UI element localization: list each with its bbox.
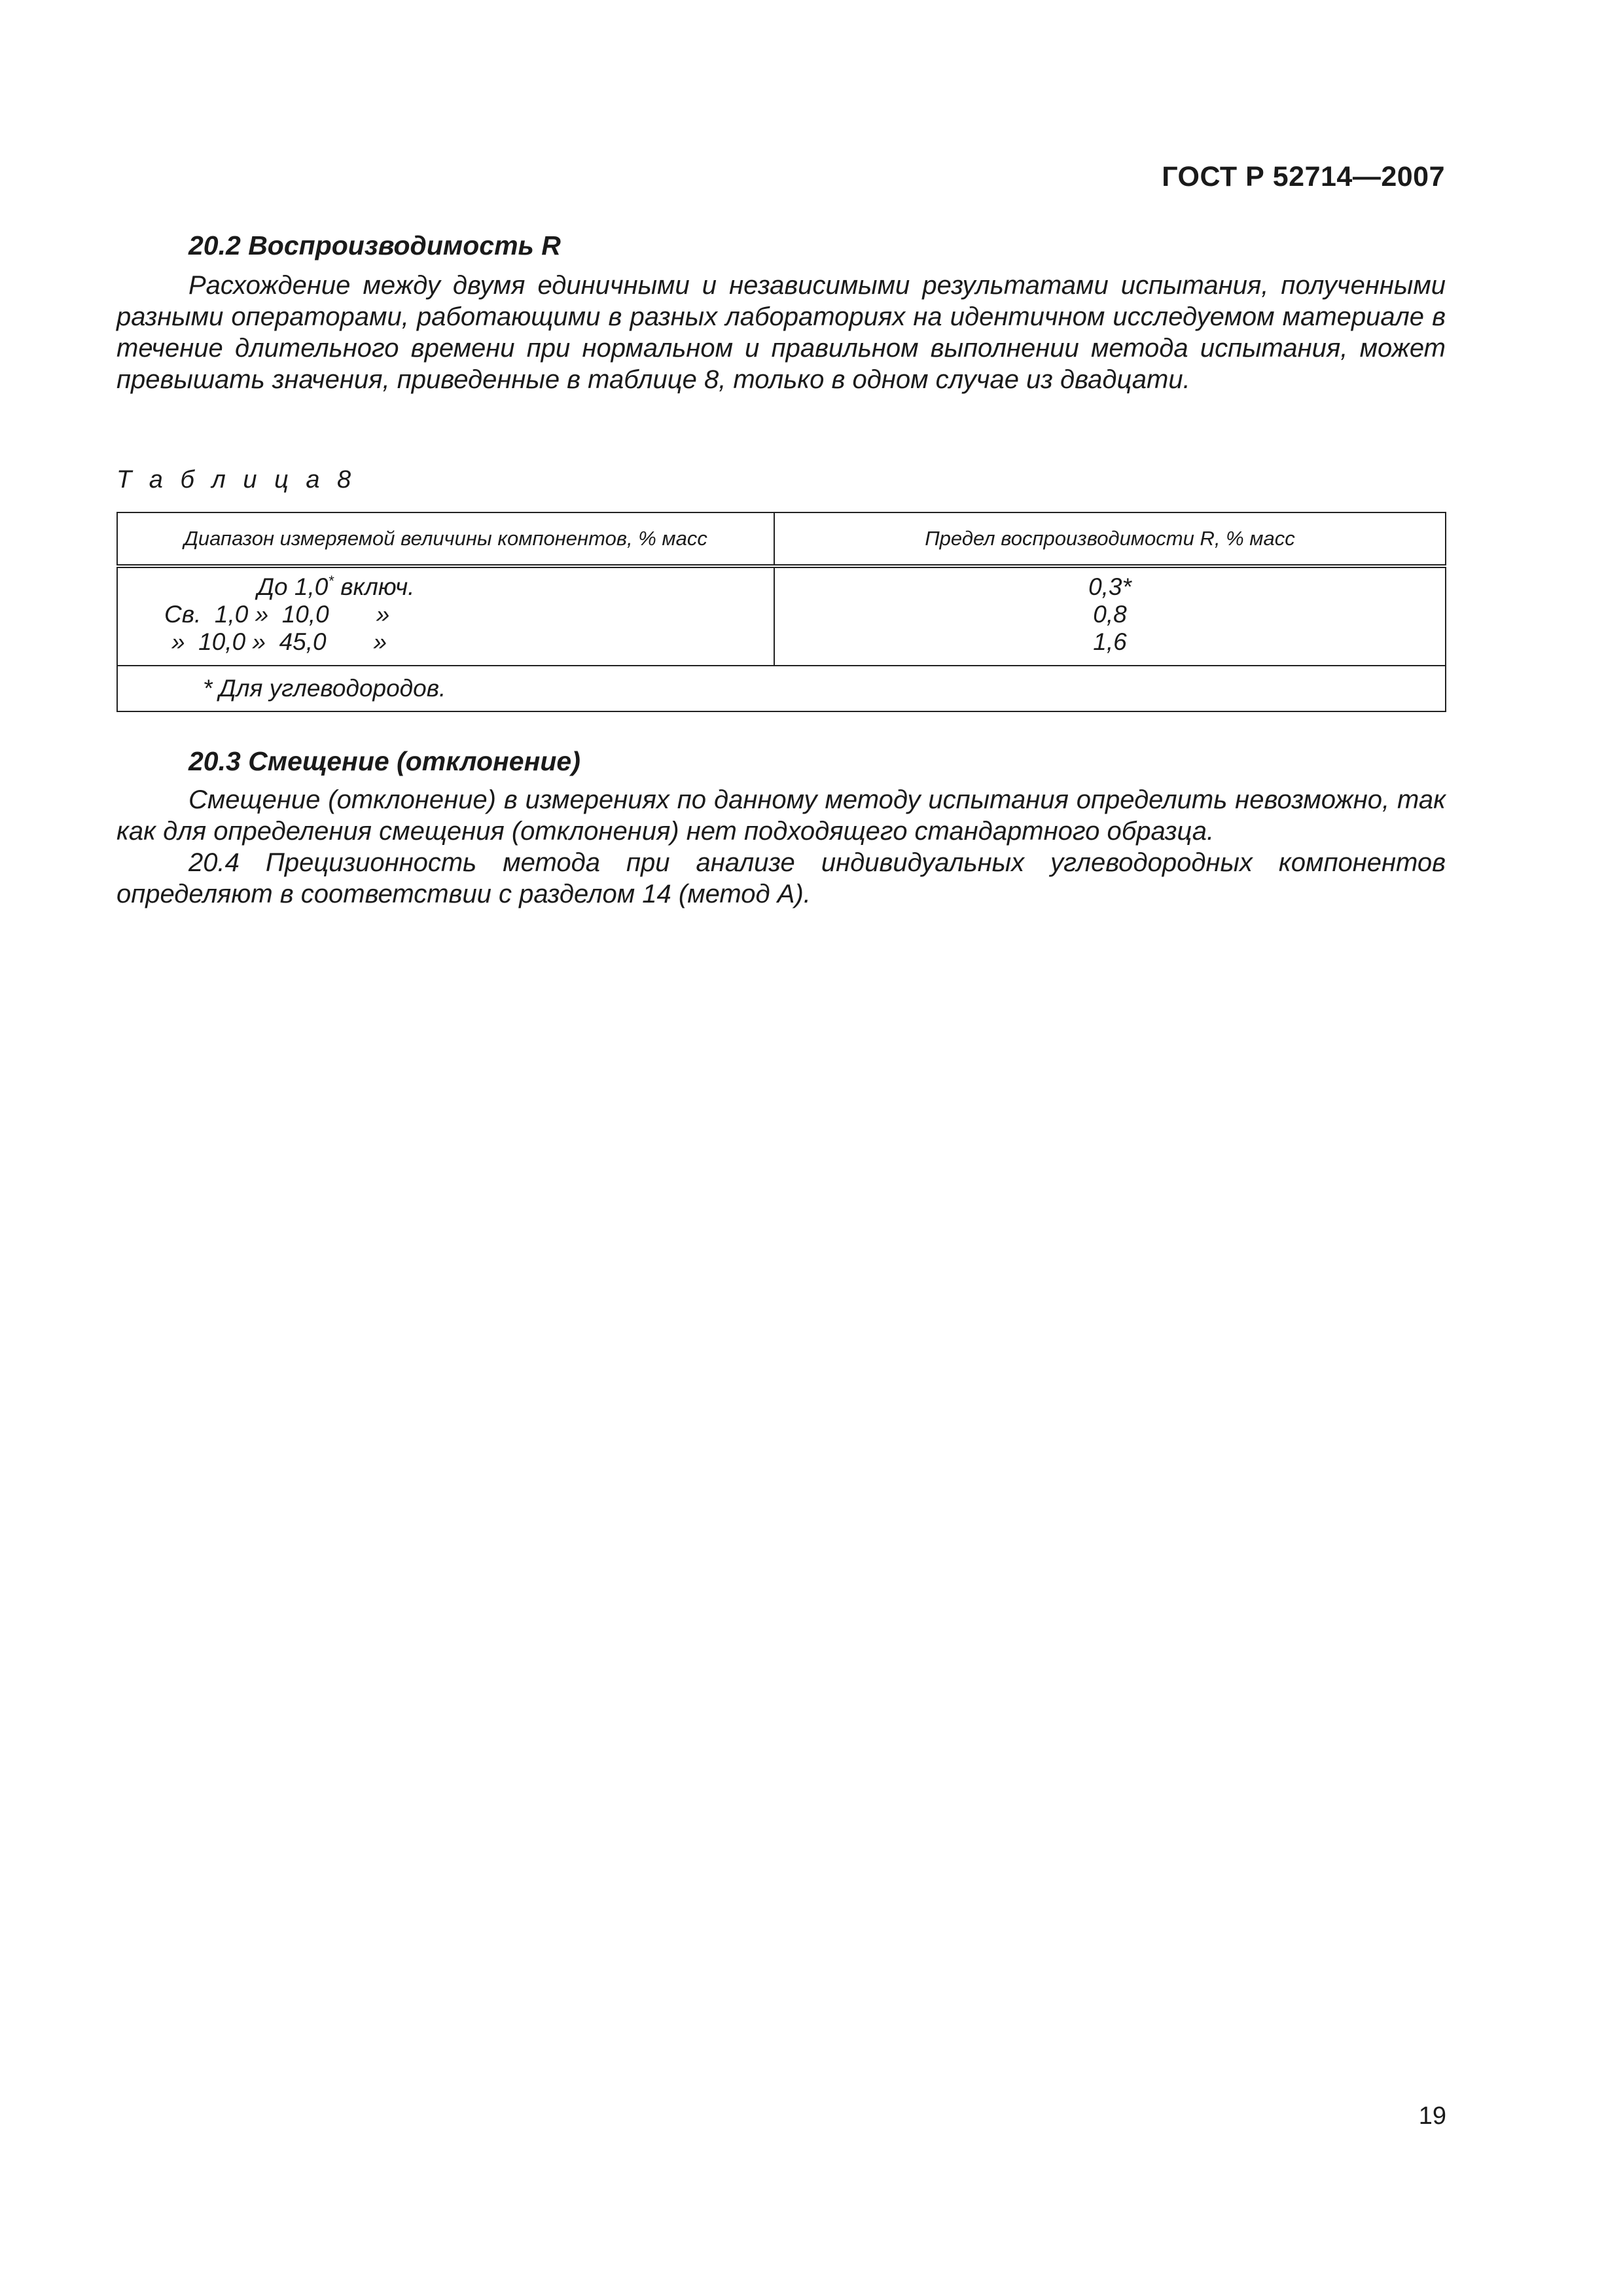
table-8-caption: Т а б л и ц а 8 bbox=[116, 466, 357, 493]
table-8 bbox=[116, 512, 1446, 712]
limit-value-1: 0,3* bbox=[1088, 573, 1132, 600]
section-20-2-text: Расхождение между двумя единичными и независимыми результатами испытания, полученными разными операторами, работающими в разных лабораториях на идентичном исследуемом материале в течение длительного времени при нормальном и правильном выполнении метода испытания, может превышать значения, приведенные в таблице 8, только в одном случае из двадцати. bbox=[116, 271, 1446, 394]
section-20-3-text: Смещение (отклонение) в измерениях по данному методу испытания определить невозможно, так как для определения смещения (отклонения) нет подходящего стандартного образца. bbox=[116, 785, 1446, 846]
section-20-3-paragraph bbox=[116, 784, 1446, 910]
section-20-3-heading: 20.3 Смещение (отклонение) bbox=[188, 746, 580, 776]
table-footnote-row bbox=[117, 666, 1446, 711]
section-20-2-paragraph bbox=[116, 270, 1446, 395]
limit-cell bbox=[774, 566, 1446, 666]
section-20-2-heading: 20.2 Воспроизводимость R bbox=[188, 230, 561, 260]
range-line-2: Св. 1,0 » 10,0 » bbox=[164, 601, 390, 628]
table-footnote: * Для углеводородов. bbox=[117, 666, 1446, 711]
table-body-row bbox=[117, 566, 1446, 666]
section-20-4-text: 20.4 Прецизионность метода при анализе индивидуальных углеводородных компонентов определяют в соответствии с разделом 14 (метод А). bbox=[116, 848, 1446, 908]
limit-value-2: 0,8 bbox=[1093, 601, 1127, 628]
column-header-range: Диапазон измеряемой величины компонентов, % масс bbox=[117, 512, 774, 566]
limit-value-3: 1,6 bbox=[1093, 628, 1127, 655]
range-cell bbox=[117, 566, 774, 666]
table-header-row bbox=[117, 512, 1446, 566]
page-number: 19 bbox=[1418, 2102, 1446, 2130]
document-code: ГОСТ Р 52714—2007 bbox=[1162, 161, 1445, 192]
range-line-1: До 1,0* включ. bbox=[257, 573, 415, 600]
range-line-3: » 10,0 » 45,0 » bbox=[171, 628, 387, 655]
column-header-limit: Предел воспроизводимости R, % масс bbox=[774, 512, 1446, 566]
